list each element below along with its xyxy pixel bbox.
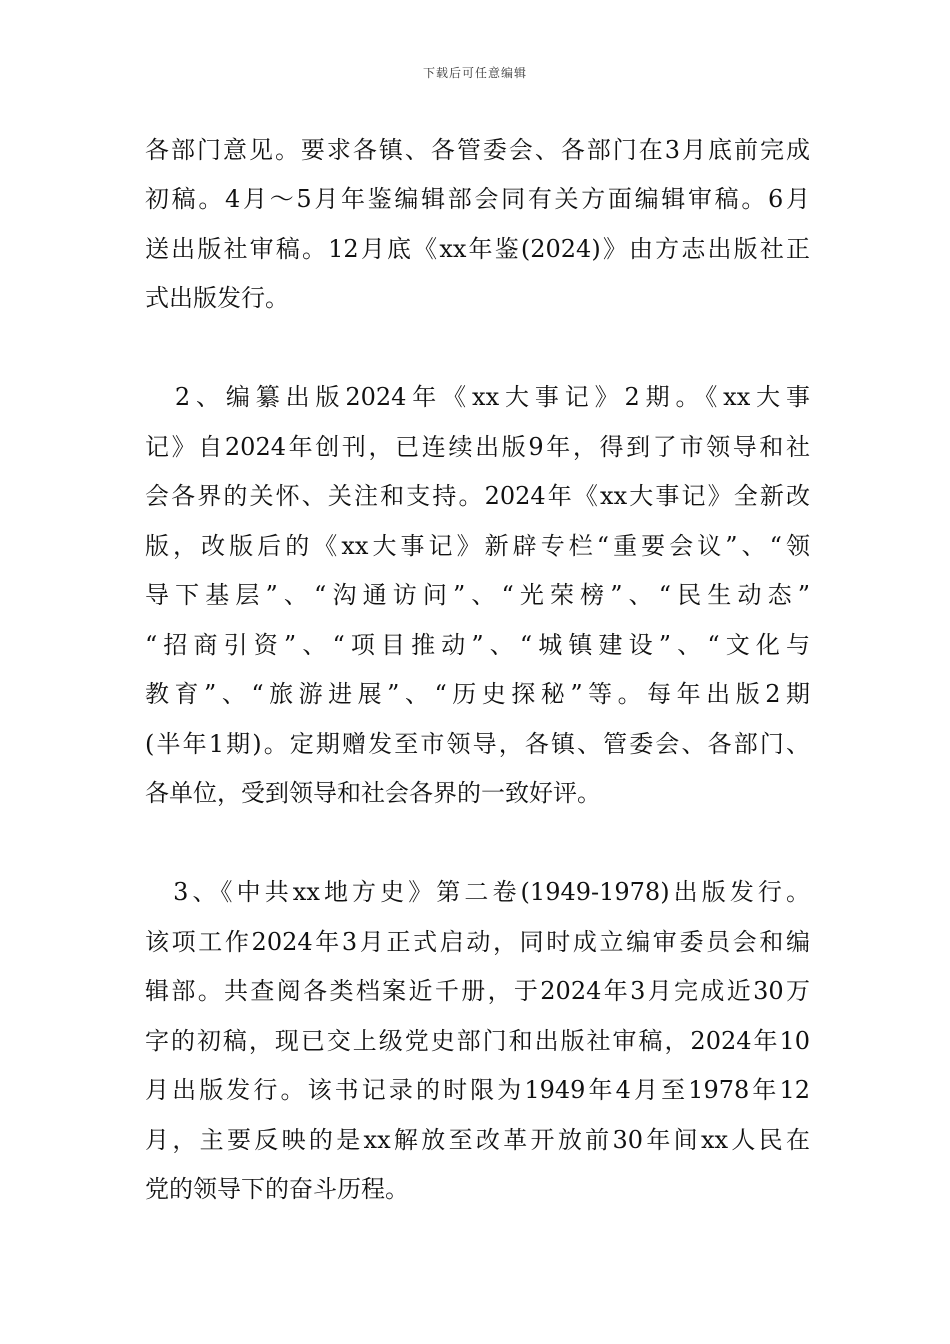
paragraph-3-line-4: 字的初稿，现已交上级党史部门和出版社审稿，2024年10: [145, 1027, 810, 1055]
paragraph-2-line-2: 记》自2024年创刊，已连续出版9年，得到了市领导和社: [145, 433, 810, 461]
paragraph-2-line-8: (半年1期)。定期赠发至市领导，各镇、管委会、各部门、: [145, 730, 810, 758]
paragraph-2-line-5: 导下基层”、“沟通访问”、“光荣榜”、“民生动态”: [145, 581, 810, 609]
paragraph-1-line-2: 初稿。4月～5月年鉴编辑部会同有关方面编辑审稿。6月: [145, 185, 810, 213]
paragraph-2-line-6: “招商引资”、“项目推动”、“城镇建设”、“文化与: [145, 631, 810, 659]
paragraph-3-line-2: 该项工作2024年3月正式启动，同时成立编审委员会和编: [145, 928, 810, 956]
paragraph-3-line-7: 党的领导下的奋斗历程。: [145, 1175, 409, 1203]
paragraph-2-line-7: 教育”、“旅游进展”、“历史探秘”等。每年出版2期: [145, 680, 810, 708]
paragraph-2-line-4: 版，改版后的《xx大事记》新辟专栏“重要会议”、“领: [145, 532, 810, 560]
paragraph-1-line-1: 各部门意见。要求各镇、各管委会、各部门在3月底前完成: [145, 136, 810, 164]
paragraph-3-line-3: 辑部。共查阅各类档案近千册，于2024年3月完成近30万: [145, 977, 810, 1005]
paragraph-3-line-1: 3、《中共xx地方史》第二卷(1949-1978)出版发行。: [145, 878, 810, 906]
paragraph-2-line-9: 各单位，受到领导和社会各界的一致好评。: [145, 779, 601, 807]
page-header-note: 下载后可任意编辑: [422, 66, 527, 80]
paragraph-2-line-3: 会各界的关怀、关注和支持。2024年《xx大事记》全新改: [145, 482, 810, 510]
paragraph-1-line-3: 送出版社审稿。12月底《xx年鉴(2024)》由方志出版社正: [145, 235, 810, 263]
paragraph-3-line-5: 月出版发行。该书记录的时限为1949年4月至1978年12: [145, 1076, 810, 1104]
paragraph-2-line-1: 2、编纂出版2024年《xx大事记》2期。《xx大事: [145, 383, 810, 411]
paragraph-1-line-4: 式出版发行。: [145, 284, 289, 312]
paragraph-3-line-6: 月，主要反映的是xx解放至改革开放前30年间xx人民在: [145, 1126, 810, 1154]
